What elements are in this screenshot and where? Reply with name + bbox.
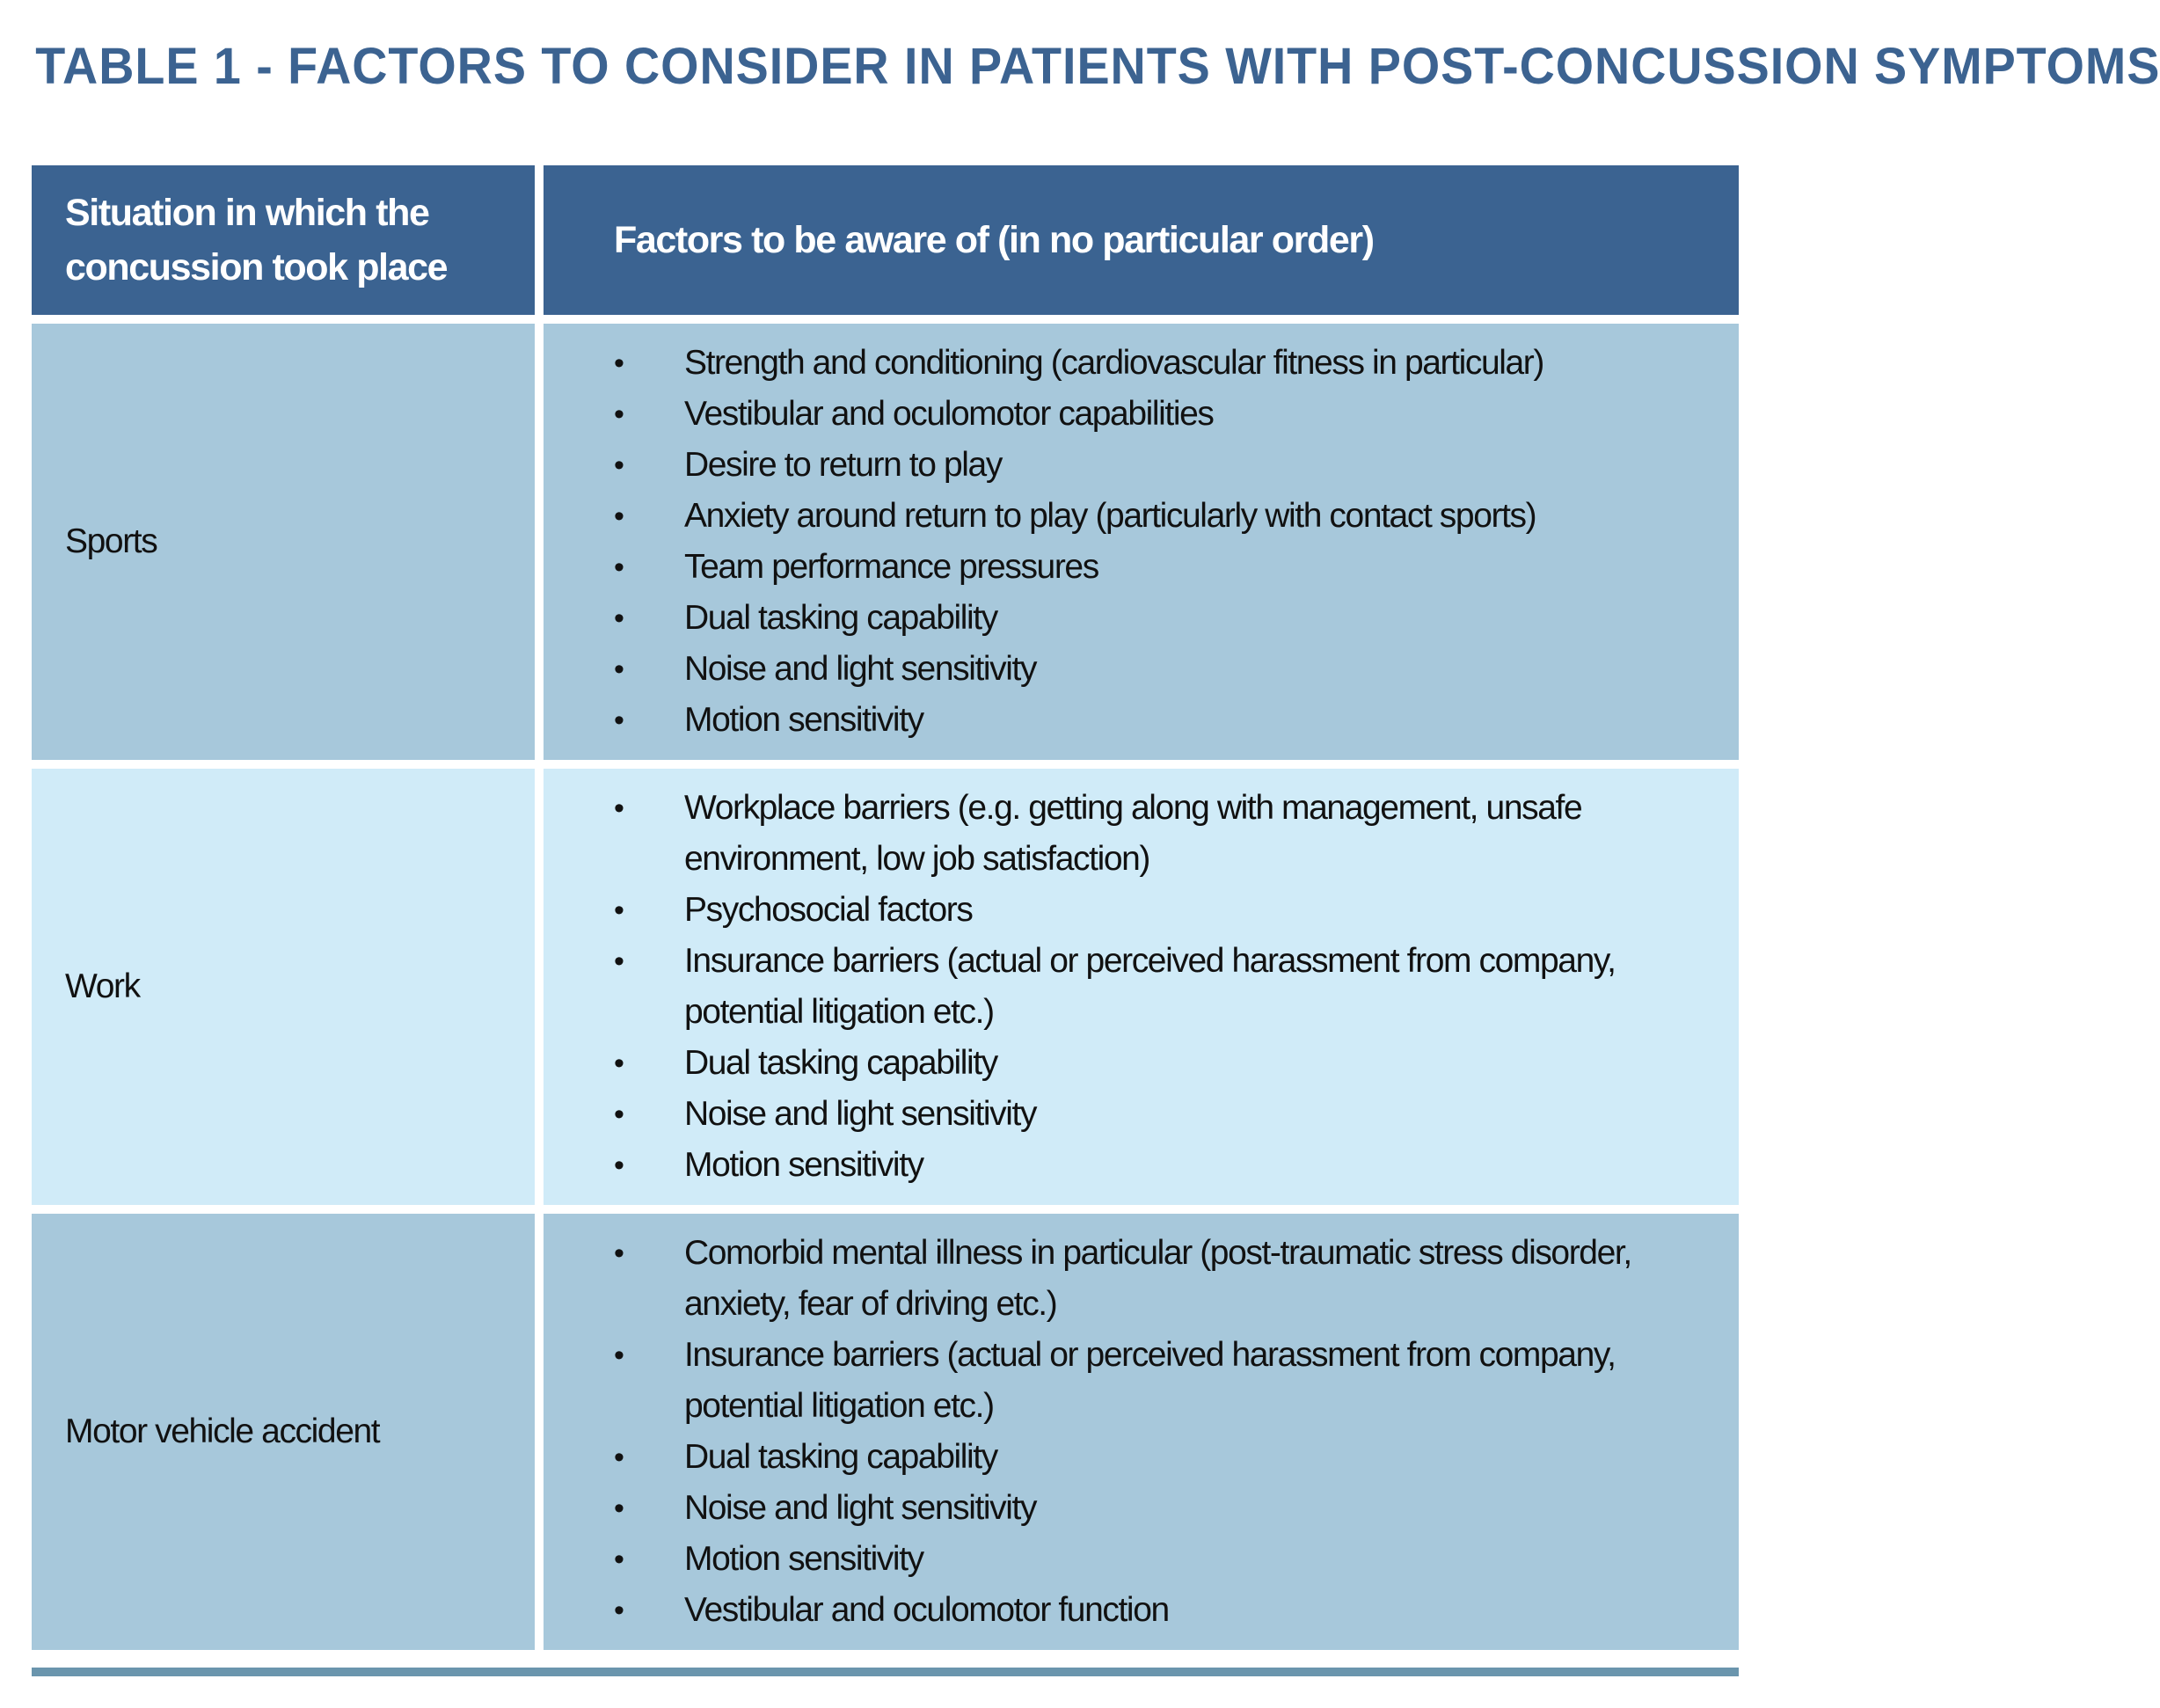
table-row-motor-vehicle-accident — [32, 1214, 1739, 1650]
situation-cell: Sports — [32, 324, 535, 760]
list-item: • Dual tasking capability — [614, 1432, 1704, 1483]
list-item: • Insurance barriers (actual or perceived harassment from company, potential litigation etc.) — [614, 936, 1704, 1038]
table-title: TABLE 1 - FACTORS TO CONSIDER IN PATIENTS WITH POST-CONCUSSION SYMPTOMS — [35, 38, 2160, 95]
table-row-work — [32, 769, 1739, 1205]
header-situation: Situation in which the concussion took place — [32, 165, 535, 315]
factors-cell — [544, 769, 1739, 1205]
factors-list — [614, 1228, 1704, 1636]
table-row-sports — [32, 324, 1739, 760]
list-item: • Dual tasking capability — [614, 1038, 1704, 1089]
list-item: • Vestibular and oculomotor function — [614, 1585, 1704, 1636]
factors-list — [614, 783, 1704, 1191]
list-item: • Motion sensitivity — [614, 1140, 1704, 1191]
list-item: • Anxiety around return to play (particularly with contact sports) — [614, 491, 1543, 542]
factors-cell — [544, 1214, 1739, 1650]
situation-cell: Work — [32, 769, 535, 1205]
list-item: • Comorbid mental illness in particular (post-traumatic stress disorder, anxiety, fear of driving etc.) — [614, 1228, 1704, 1330]
header-factors: Factors to be aware of (in no particular order) — [544, 165, 1739, 315]
factors-cell — [544, 324, 1739, 760]
list-item: • Workplace barriers (e.g. getting along with management, unsafe environment, low job satisfaction) — [614, 783, 1704, 885]
bottom-divider — [32, 1668, 1739, 1676]
factors-list — [614, 338, 1543, 746]
table-header-row — [32, 165, 1739, 315]
situation-cell: Motor vehicle accident — [32, 1214, 535, 1650]
list-item: • Motion sensitivity — [614, 695, 1543, 746]
list-item: • Desire to return to play — [614, 440, 1543, 491]
list-item: • Strength and conditioning (cardiovascular fitness in particular) — [614, 338, 1543, 389]
list-item: • Team performance pressures — [614, 542, 1543, 593]
list-item: • Dual tasking capability — [614, 593, 1543, 644]
list-item: • Insurance barriers (actual or perceived harassment from company, potential litigation etc.) — [614, 1330, 1704, 1432]
factors-table — [32, 165, 1739, 1659]
list-item: • Noise and light sensitivity — [614, 1089, 1704, 1140]
list-item: • Vestibular and oculomotor capabilities — [614, 389, 1543, 440]
list-item: • Noise and light sensitivity — [614, 644, 1543, 695]
list-item: • Psychosocial factors — [614, 885, 1704, 936]
list-item: • Motion sensitivity — [614, 1534, 1704, 1585]
list-item: • Noise and light sensitivity — [614, 1483, 1704, 1534]
